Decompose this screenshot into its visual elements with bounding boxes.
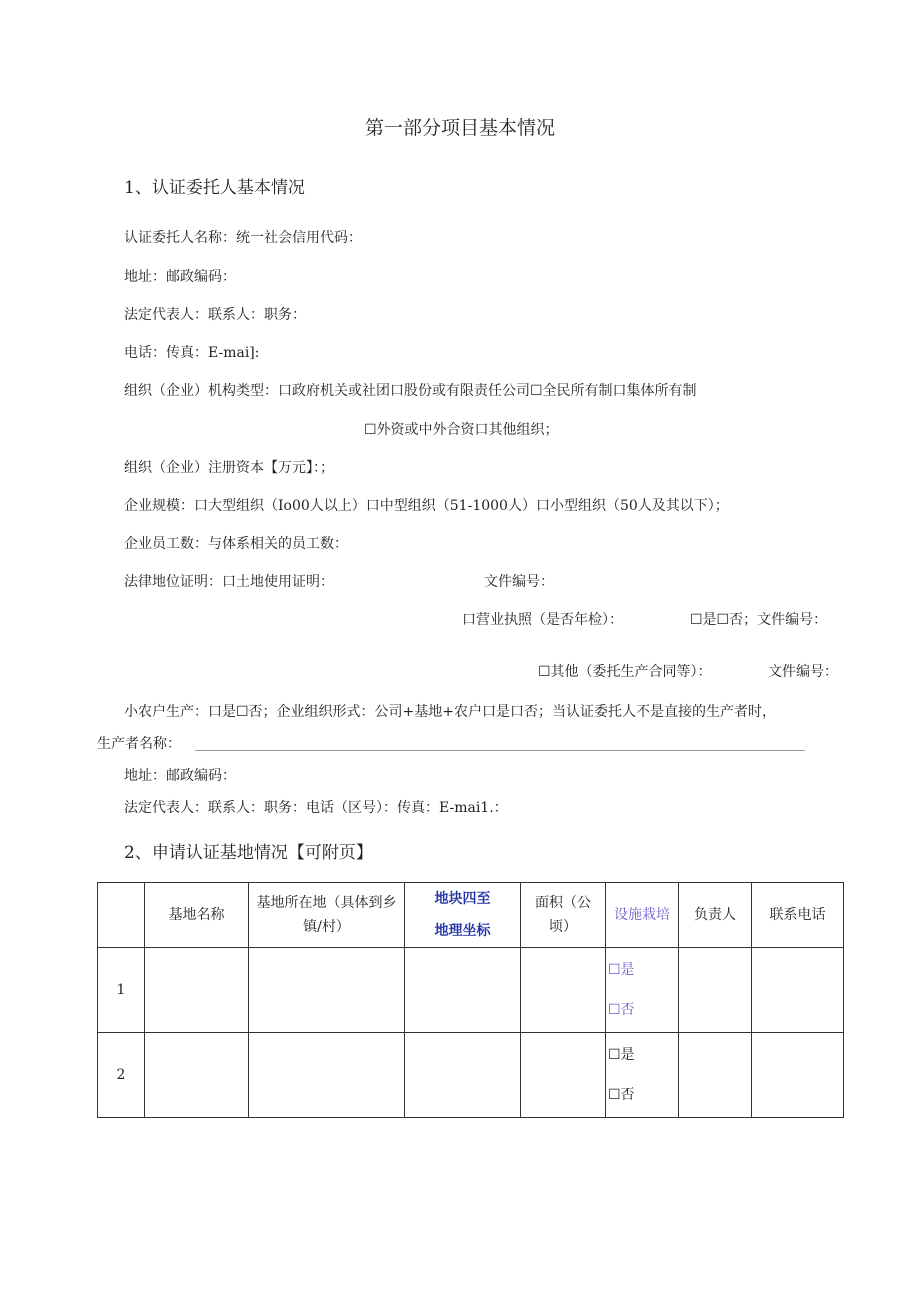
line-legal-proof-docno: 文件编号： [484,574,554,590]
cell-phone[interactable] [752,948,844,1033]
header-coordinates-line2: 地理坐标 [434,923,491,939]
line-business-license-yesno: ☐是☐否；文件编号： [690,612,828,628]
row-index: 1 [98,948,145,1033]
base-table [97,882,844,1118]
line-other-proof: ☐其他（委托生产合同等）： [538,664,712,680]
header-index [98,883,145,948]
header-coordinates-line1: 地块四至 [434,891,491,907]
producer-name-underline [195,750,805,751]
header-coordinates [405,883,521,948]
line-enterprise-scale: 企业规模：口大型组织（Io00人以上）口中型组织（51-1000人）口小型组织（50人及其以下）； [124,498,729,514]
cell-area[interactable] [521,1033,606,1118]
cell-facility [606,1033,679,1118]
header-facility: 设施栽培 [606,883,679,948]
row-index: 2 [98,1033,145,1118]
cell-area[interactable] [521,948,606,1033]
cell-base-location[interactable] [249,1033,405,1118]
table-row [98,1033,844,1118]
cell-manager[interactable] [679,948,752,1033]
line-address: 地址：邮政编码： [124,269,236,285]
header-manager: 负责人 [679,883,752,948]
line-staff-count: 企业员工数：与体系相关的员工数： [124,536,348,552]
line-producer-address: 地址：邮政编码： [124,768,236,784]
facility-no-checkbox[interactable]: ☐否 [608,1087,635,1103]
cell-manager[interactable] [679,1033,752,1118]
line-applicant-name: 认证委托人名称：统一社会信用代码： [124,230,362,246]
cell-phone[interactable] [752,1033,844,1118]
facility-yes-checkbox[interactable]: ☐是 [608,962,635,978]
line-business-license: 口营业执照（是否年检）： [462,612,623,628]
line-phone: 电话：传真：E-mai]: [124,345,260,361]
page-title: 第一部分项目基本情况 [364,117,555,139]
line-org-type-cont: ☐外资或中外合资口其他组织； [364,422,559,438]
header-phone: 联系电话 [752,883,844,948]
facility-yes-checkbox[interactable]: ☐是 [608,1047,635,1063]
header-base-location: 基地所在地（具体到乡镇/村） [249,883,405,948]
cell-coordinates[interactable] [405,1033,521,1118]
section2-heading: 2、申请认证基地情况【可附页】 [124,843,373,863]
cell-base-name[interactable] [145,1033,249,1118]
line-small-farmer: 小农户生产：口是☐否；企业组织形式：公司+基地+农户口是口否；当认证委托人不是直接的生产者时， [124,704,777,720]
line-producer-legal: 法定代表人：联系人：职务：电话（区号）：传真：E-mai1.： [124,800,508,816]
header-base-name: 基地名称 [145,883,249,948]
section1-heading: 1、认证委托人基本情况 [124,178,305,198]
header-area: 面积（公顷） [521,883,606,948]
cell-base-location[interactable] [249,948,405,1033]
table-row [98,948,844,1033]
line-legal-proof: 法律地位证明：口土地使用证明： [124,574,334,590]
facility-no-checkbox[interactable]: ☐否 [608,1002,635,1018]
table-header-row [98,883,844,948]
line-other-proof-docno: 文件编号： [768,664,838,680]
cell-base-name[interactable] [145,948,249,1033]
line-org-type: 组织（企业）机构类型：口政府机关或社团口股份或有限责任公司☐全民所有制口集体所有制 [124,383,697,399]
line-registered-capital: 组织（企业）注册资本【万元】：； [124,460,334,476]
cell-coordinates[interactable] [405,948,521,1033]
line-producer-name: 生产者名称： [97,736,181,752]
line-legal-rep: 法定代表人：联系人：职务： [124,307,306,323]
cell-facility [606,948,679,1033]
